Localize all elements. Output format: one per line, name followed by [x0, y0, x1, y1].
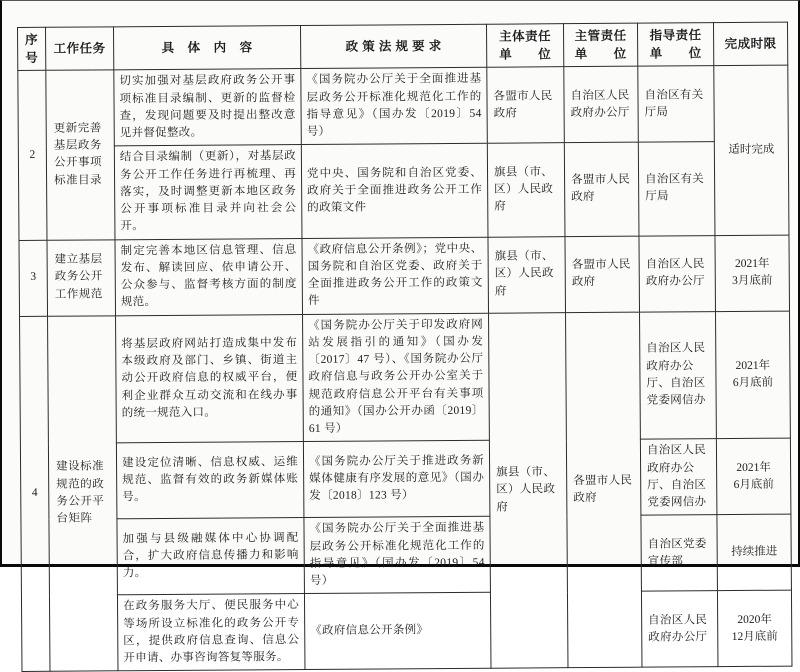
row2-sub2-content: 结合目录编制（更新），对基层政务公开工作任务进行再梳理、再落实，及时调整更新本地区政务公开事项标准目录并向社会公开。	[114, 145, 302, 240]
row4-sub2-guide-unit: 自治区人民政府办公厅、自治区党委网信办	[640, 439, 717, 516]
row4-sub1-guide-unit: 自治区人民政府办公厅、自治区党委网信办	[640, 311, 717, 439]
row2-sub1-content: 切实加强对基层政府政务公开事项标准目录编制、更新的监督检查，发现问题要及时提出整改意见并督促整改。	[114, 69, 302, 146]
row4-no: 4	[20, 316, 50, 672]
table-row	[18, 141, 789, 240]
row2-sub2-policy: 党中央、国务院和自治区党委、政府关于全面推进政务公开工作的政策文件	[301, 143, 488, 238]
row2-sub2-super-unit: 各盟市人民政府	[564, 142, 639, 236]
row4-task: 建设标准规范的政务公开平台矩阵	[48, 315, 118, 671]
row2-task: 更新完善基层政务公开事项标准目录	[46, 70, 115, 240]
table-row	[20, 311, 791, 444]
row3-no: 3	[19, 240, 48, 316]
row3-policy: 《政府信息公开条例》；党中央、国务院和自治区党委、政府关于全面推进政务公开工作的政策文件	[302, 237, 489, 314]
row4-sub2-policy: 《国务院办公厅关于推进政务新媒体健康有序发展的意见》（国办发〔2018〕123 号）	[303, 440, 490, 517]
row4-sub3-guide-unit: 自治区党委宣传部	[641, 515, 718, 592]
row3-main-unit: 旗县（市、区）人民政府	[488, 236, 566, 313]
row4-sub2-deadline: 2021年 6月底前	[716, 438, 791, 515]
col-header-policy: 政 策 法 规 要 求	[300, 24, 486, 69]
row4-sub3-policy: 《国务院办公厅关于全面推进基层政务公开标准化规范化工作的指导意见》（国办发〔2019〕54 号）	[304, 516, 491, 593]
row3-super-unit: 各盟市人民政府	[565, 236, 640, 313]
row4-sub3-content: 加强与县级融媒体中心协调配合，扩大政府信息传播力和影响力。	[117, 518, 305, 595]
row4-main-unit: 旗县（市、区）人民政府	[489, 312, 568, 668]
col-header-guide-unit: 指导责任 单 位	[637, 23, 713, 67]
row4-sub4-content: 在政务服务大厅、便民服务中心等场所设立标准化的政务公开专区，提供政府信息查询、信息公开申请、办事咨询答复等服务。	[117, 594, 305, 671]
col-header-super-unit: 主管责任 单 位	[563, 23, 637, 67]
row3-deadline: 2021年 3月底前	[715, 235, 790, 312]
task-table	[17, 22, 792, 672]
row3-task: 建立基层政务公开工作规范	[47, 239, 116, 315]
col-header-main-unit: 主体责任 单 位	[486, 24, 563, 68]
table-row	[21, 514, 792, 595]
row4-sub4-policy: 《政府信息公开条例》	[304, 592, 491, 669]
row3-content: 制定完善本地区信息管理、信息发布、解读回应、依申请公开、公众参与、监督考核方面的制度规范。	[115, 238, 303, 315]
row4-sub2-content: 建设定位清晰、信息权威、运维规范、监督有效的政务新媒体账号。	[116, 442, 304, 519]
table-row	[19, 235, 790, 316]
row2-sub2-main-unit: 旗县（市、区）人民政府	[487, 143, 565, 237]
row2-no: 2	[18, 71, 47, 240]
row4-sub1-content: 将基层政府网站打造成集中发布本级政府及部门、乡镇、街道主动公开政府信息的权威平台，便利企业群众互动交流和在线办事的统一规范入口。	[116, 314, 304, 443]
row2-sub1-policy: 《国务院办公厅关于全面推进基层政务公开标准化规范化工作的指导意见》（国办发〔2019〕54 号）	[301, 67, 488, 144]
row2-deadline: 适时完成	[714, 65, 789, 235]
row2-sub2-guide-unit: 自治区有关厅局	[638, 142, 715, 236]
row3-guide-unit: 自治区人民政府办公厅	[639, 235, 716, 312]
row2-sub1-guide-unit: 自治区有关厅局	[638, 66, 715, 143]
col-header-no: 序号	[18, 27, 46, 70]
header-row	[18, 22, 788, 71]
table-row	[18, 65, 789, 146]
row4-sub1-deadline: 2021年 6月底前	[716, 311, 791, 439]
table-row	[20, 438, 791, 519]
col-header-content: 具 体 内 容	[114, 26, 301, 71]
col-header-task: 工作任务	[46, 27, 114, 71]
table-row	[21, 590, 792, 671]
row4-sub4-deadline: 2020年 12月底前	[717, 590, 792, 667]
row2-sub1-main-unit: 各盟市人民政府	[487, 67, 565, 144]
task-table-wrapper	[17, 22, 791, 672]
row4-sub4-guide-unit: 自治区人民政府办公厅	[641, 591, 718, 668]
col-header-deadline: 完成时限	[713, 22, 787, 66]
row4-sub3-deadline: 持续推进	[717, 514, 792, 591]
row2-sub1-super-unit: 自治区人民政府办公厅	[564, 66, 639, 143]
row4-super-unit: 各盟市人民政府	[566, 312, 642, 668]
row4-sub1-policy: 《国务院办公厅关于印发政府网站发展指引的通知》（国办发〔2017〕47 号）、《国务院办公厅政府信息与政务公开办公室关于规范政府信息公开平台有关事项的通知》（国办公开办函〔2019〕61 号）	[303, 313, 490, 442]
